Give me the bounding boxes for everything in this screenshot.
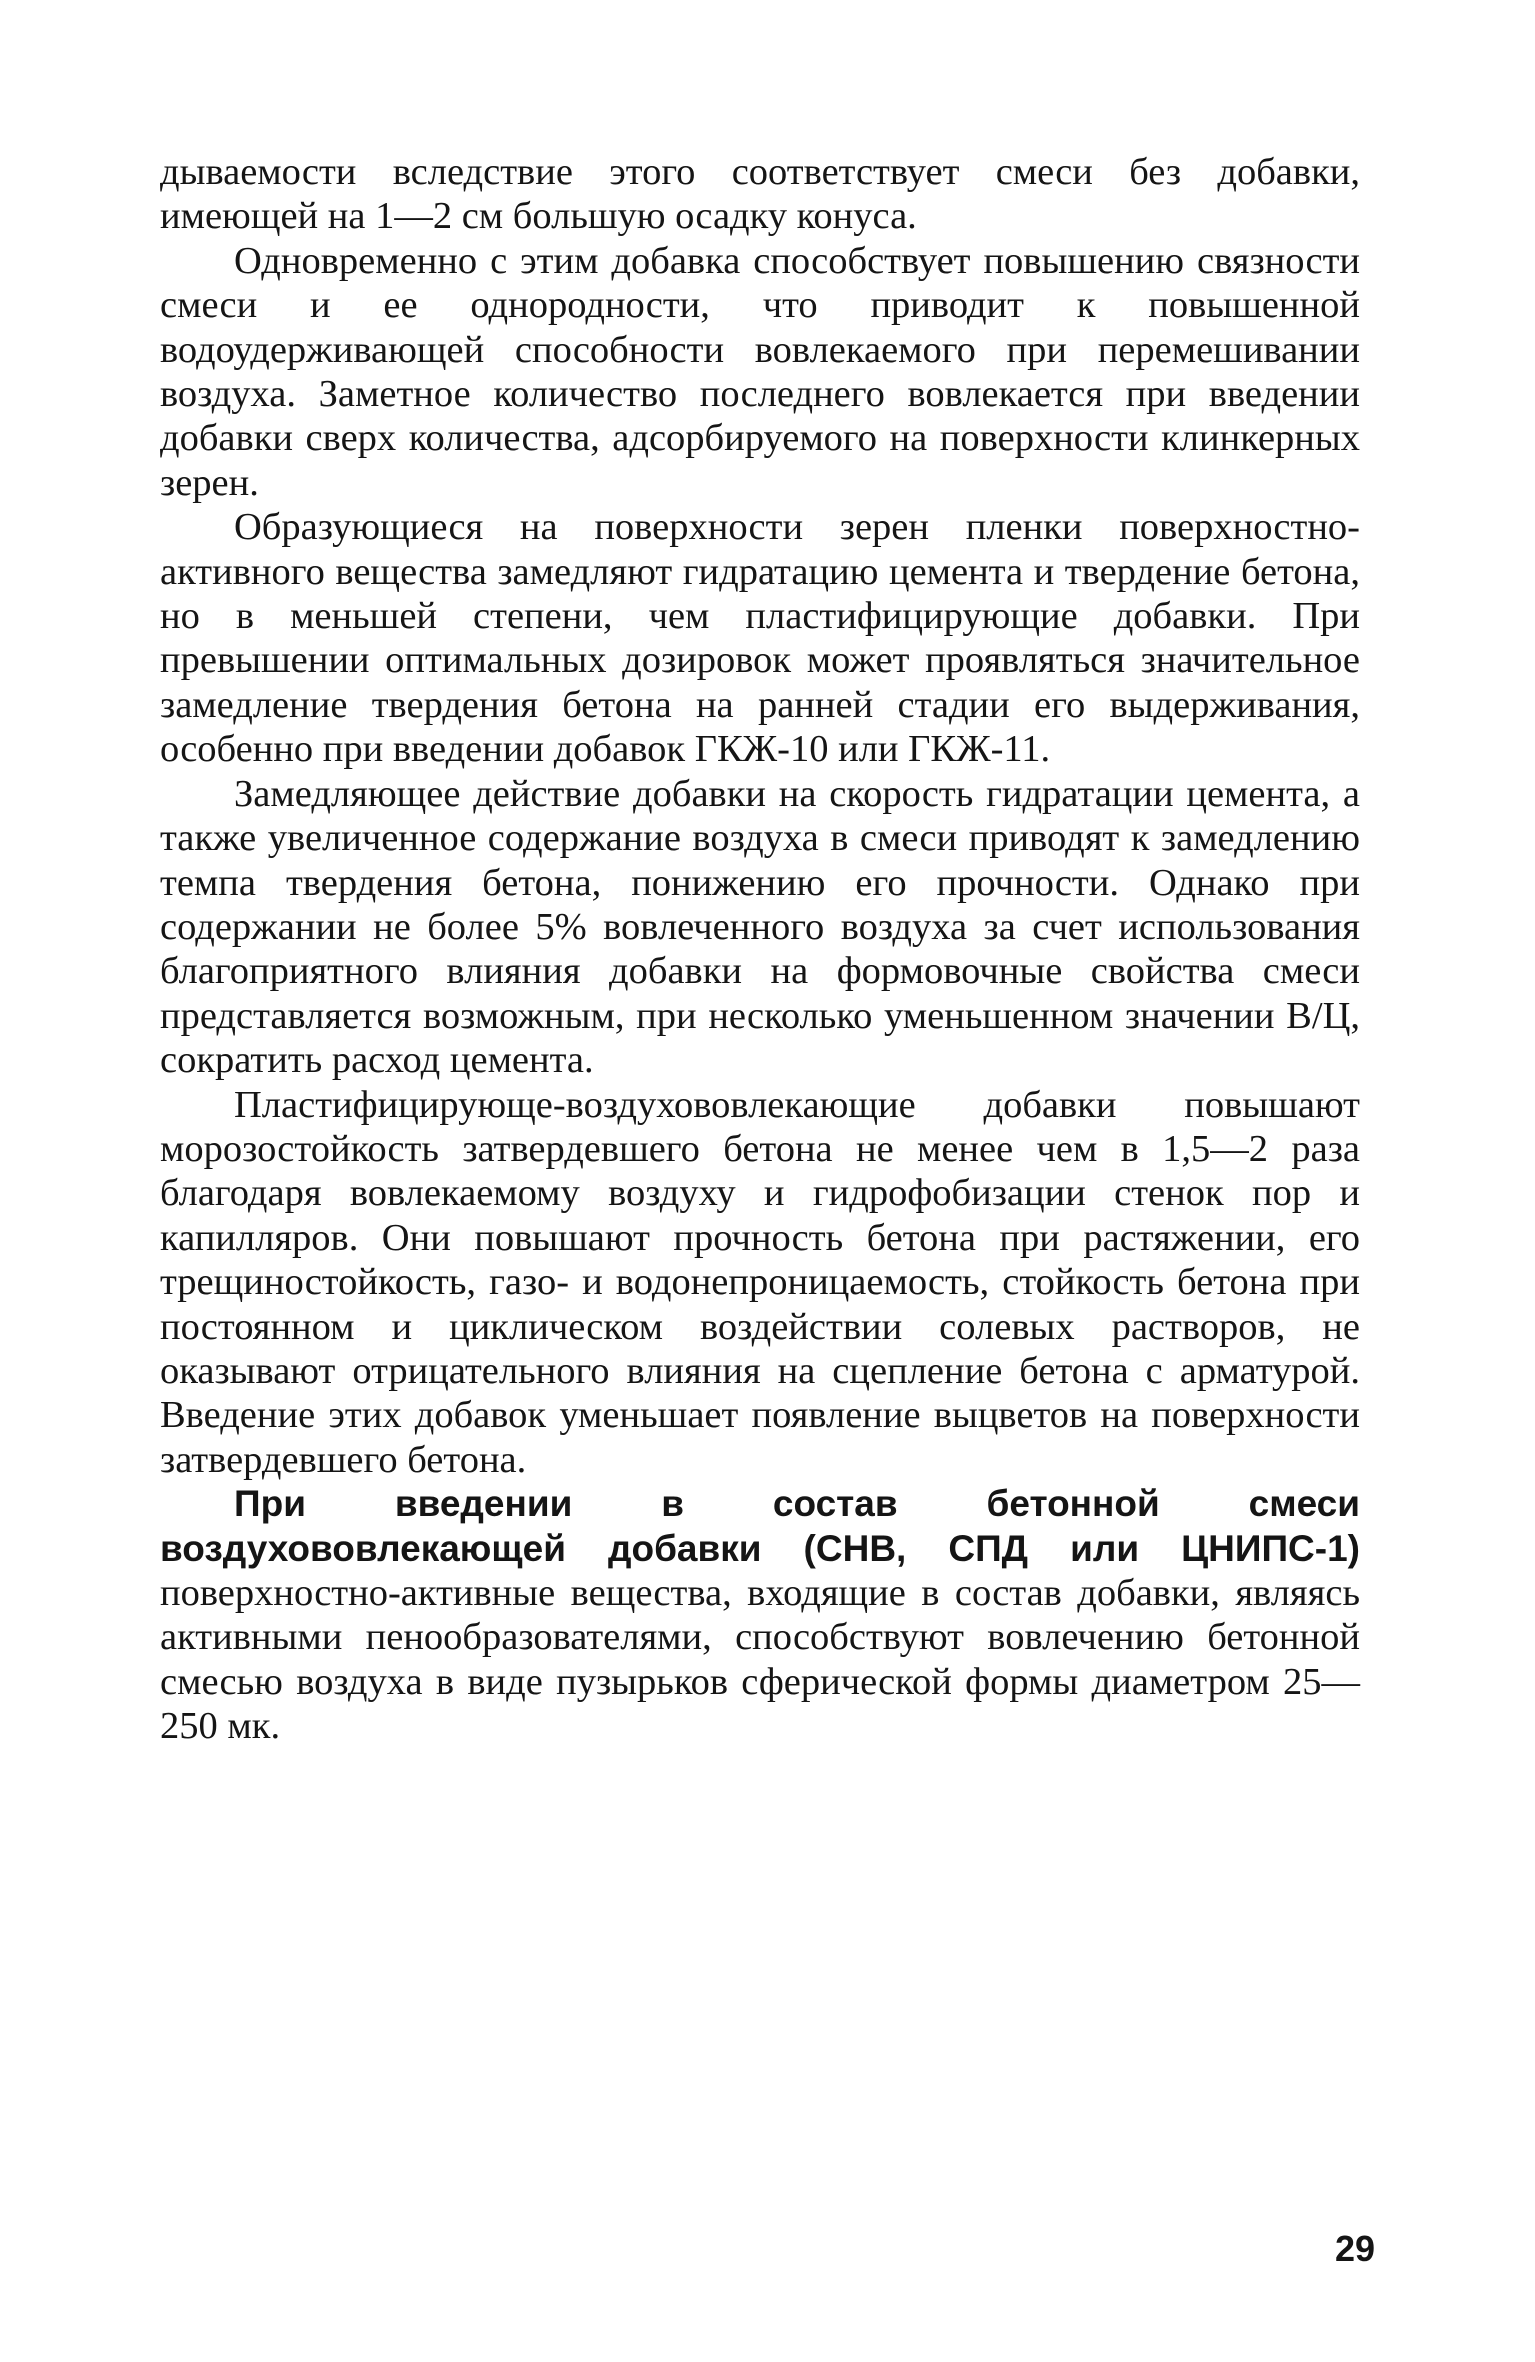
page-number: 29	[1334, 2228, 1375, 2269]
paragraph-3: Образующиеся на поверхности зерен пленки поверхностно-активного вещества замедляют гидратацию цемента и твердение бетона, но в меньшей степени, чем пластифицирующие добавки. При превышении оптимальных дозировок может проявляться значительное замедление твердения бетона на ранней стадии его выдерживания, особенно при введении добавок ГКЖ-10 или ГКЖ-11.	[160, 506, 1360, 771]
paragraph-5: Пластифицирующе-воздухововлекающие добавки повышают морозостойкость затвердевшего бетона не менее чем в 1,5—2 раза благодаря вовлекаемому воздуху и гидрофобизации стенок пор и капилляров. Они повышают прочность бетона при растяжении, его трещиностойкость, газо- и водонепроницаемость, стойкость бетона при постоянном и циклическом воздействии солевых растворов, не оказывают отрицательного влияния на сцепление бетона с арматурой. Введение этих добавок уменьшает появление выцветов на поверхности затвердевшего бетона.	[160, 1083, 1360, 1481]
paragraph-2: Одновременно с этим добавка способствует повышению связности смеси и ее однородности, что приводит к повышенной водоудерживающей способности вовлекаемого при перемешивании воздуха. Заметное количество последнего вовлекается при введении добавки сверх количества, адсорбируемого на поверхности клинкерных зерен.	[160, 239, 1360, 504]
paragraph-6-rest: поверхностно-активные вещества, входящие в состав добавки, являясь активными пенообразователями, способствуют вовлечению бетонной смесью воздуха в виде пузырьков сферической формы диаметром 25—250 мк.	[160, 1572, 1360, 1748]
page-body	[160, 150, 1360, 1749]
paragraph-1: дываемости вследствие этого соответствует смеси без добавки, имеющей на 1—2 см большую осадку конуса.	[160, 151, 1360, 238]
paragraph-6	[160, 1482, 1360, 1748]
paragraph-6-lead: При введении в состав бетонной смеси воздухововлекающей добавки (СНВ, СПД или ЦНИПС-1)	[160, 1483, 1360, 1569]
paragraph-4: Замедляющее действие добавки на скорость гидратации цемента, а также увеличенное содержание воздуха в смеси приводят к замедлению темпа твердения бетона, понижению его прочности. Однако при содержании не более 5% вовлеченного воздуха за счет использования благоприятного влияния добавки на формовочные свойства смеси представляется возможным, при несколько уменьшенном значении В/Ц, сократить расход цемента.	[160, 772, 1360, 1082]
